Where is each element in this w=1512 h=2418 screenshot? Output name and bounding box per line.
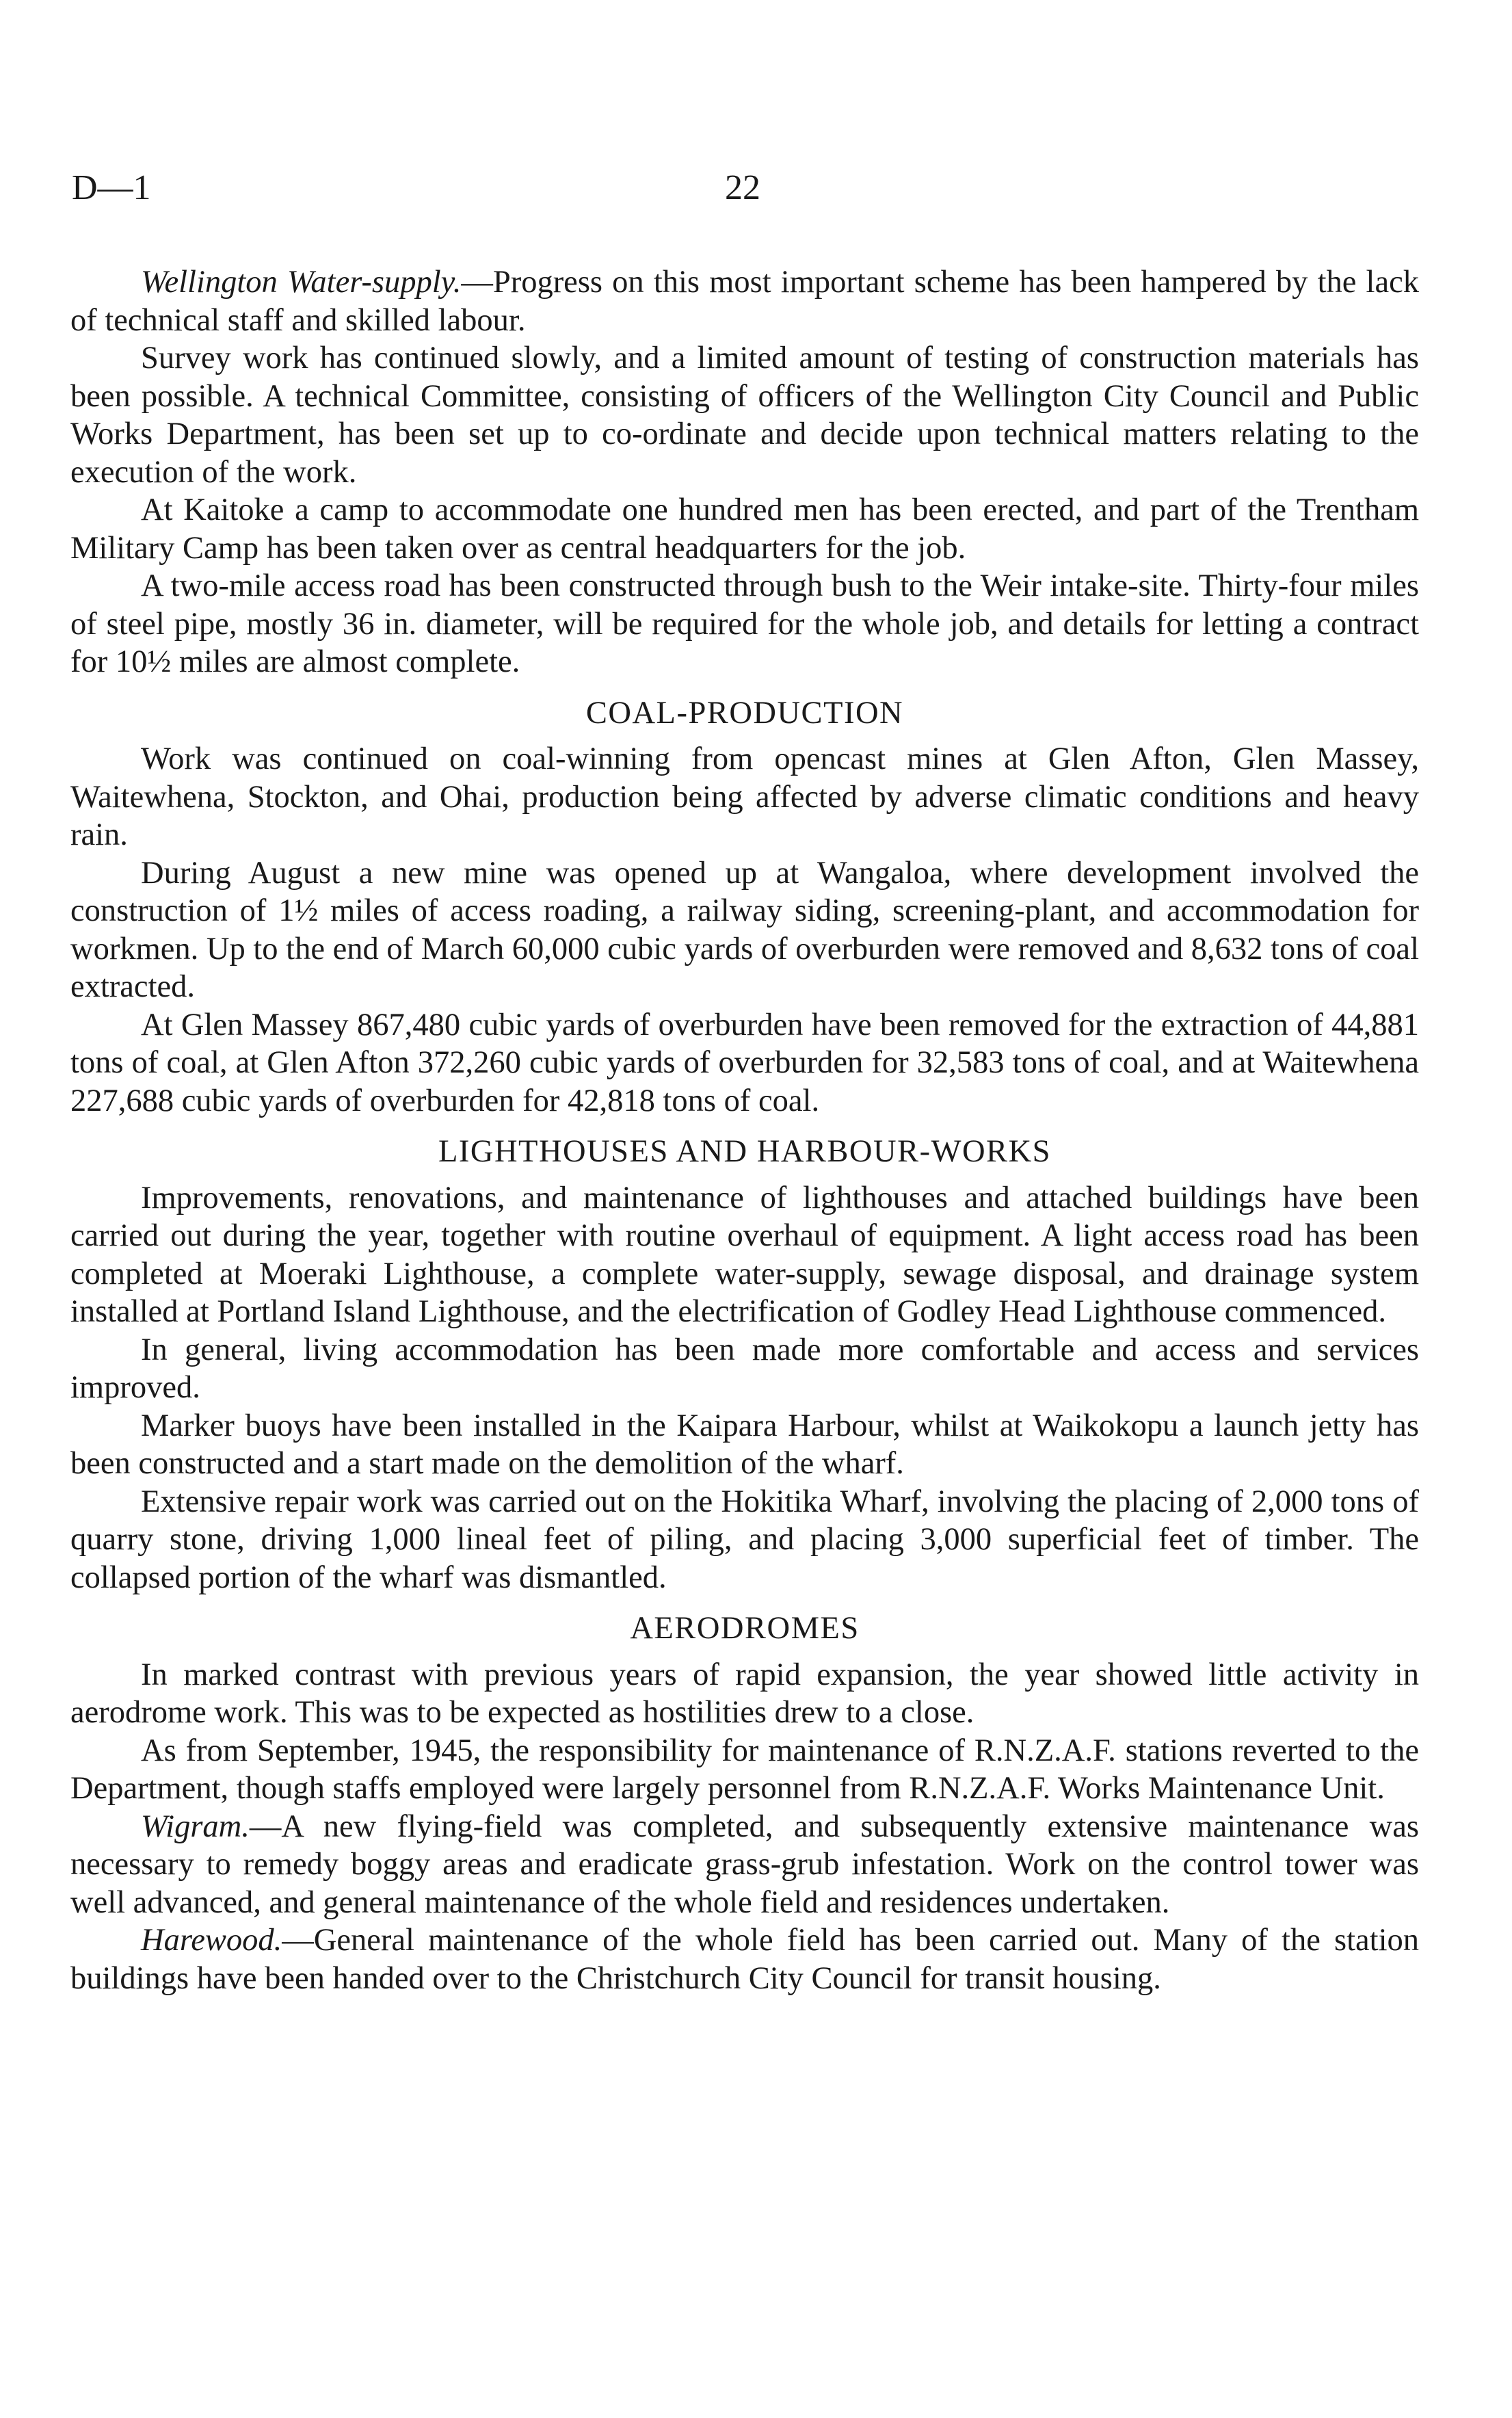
harewood-lead: Harewood. (141, 1923, 282, 1958)
aerodromes-paragraph: In marked contrast with previous years of rapid expansion, the year showed little activity in aerodrome work. This was to be expected as hostilities drew to a close. (70, 1657, 1419, 1730)
wellington-water-supply-paragraph (70, 263, 1419, 339)
coal-paragraph: During August a new mine was opened up at Wangaloa, where development involved the construction of 1½ miles of access roading, a railway siding, screening-plant, and accommodation for workmen. Up to the end of March 60,000 cubic yards of overburden were removed and 8,632 tons of coal extracted. (70, 855, 1419, 1004)
access-road-paragraph: A two-mile access road has been constructed through bush to the Weir intake-site. Thirty-four miles of steel pipe, mostly 36 in. diameter, will be required for the whole job, and details for letting a contract for 10½ miles are almost complete. (70, 568, 1419, 679)
document-reference: D—1 (72, 168, 151, 207)
aerodromes-heading: AERODROMES (630, 1611, 860, 1646)
harewood-text: —General maintenance of the whole field has been carried out. Many of the station buildings have been handed over to the Christchurch City Council for transit housing. (70, 1923, 1419, 1996)
lighthouses-paragraph: Improvements, renovations, and maintenance of lighthouses and attached buildings have been carried out during the year, together with routine overhaul of equipment. A light access road has been completed at Moeraki Lighthouse, a complete water-supply, sewage disposal, and drainage system installed at Portland Island Lighthouse, and the electrification of Godley Head Lighthouse commenced. (70, 1180, 1419, 1329)
survey-paragraph: Survey work has continued slowly, and a limited amount of testing of construction materials has been possible. A technical Committee, consisting of officers of the Wellington City Council and Public Works Department, has been set up to co-ordinate and decide upon technical matters relating to the execution of the work. (70, 341, 1419, 490)
wellington-lead: Wellington Water-supply. (141, 265, 462, 300)
wigram-paragraph (70, 1808, 1419, 1922)
page-number: 22 (725, 168, 760, 207)
aerodromes-paragraph: As from September, 1945, the responsibility for maintenance of R.N.Z.A.F. stations reverted to the Department, though staffs employed were largely personnel from R.N.Z.A.F. Works Maintenance Unit. (70, 1733, 1419, 1806)
kaitoke-paragraph: At Kaitoke a camp to accommodate one hundred men has been erected, and part of the Trentham Military Camp has been taken over as central headquarters for the job. (70, 492, 1419, 566)
harewood-paragraph (70, 1921, 1419, 1997)
document-body (70, 263, 1419, 1997)
lighthouses-paragraph: In general, living accommodation has been made more comfortable and access and services improved. (70, 1332, 1419, 1405)
lighthouses-paragraph: Extensive repair work was carried out on the Hokitika Wharf, involving the placing of 2,000 tons of quarry stone, driving 1,000 lineal feet of piling, and placing 3,000 superficial feet of timber. The collapsed portion of the wharf was dismantled. (70, 1484, 1419, 1595)
lighthouses-paragraph: Marker buoys have been installed in the Kaipara Harbour, whilst at Waikokopu a launch jetty has been constructed and a start made on the demolition of the wharf. (70, 1408, 1419, 1481)
wigram-lead: Wigram. (141, 1809, 250, 1844)
coal-paragraph: Work was continued on coal-winning from opencast mines at Glen Afton, Glen Massey, Waitewhena, Stockton, and Ohai, production being affected by adverse climatic conditions and heavy rain. (70, 741, 1419, 852)
wellington-text: —Progress on this most important scheme has been hampered by the lack of technical staff and skilled labour. (70, 265, 1419, 338)
lighthouses-heading: LIGHTHOUSES AND HARBOUR-WORKS (438, 1134, 1052, 1169)
coal-production-heading: COAL-PRODUCTION (585, 695, 904, 731)
coal-paragraph: At Glen Massey 867,480 cubic yards of overburden have been removed for the extraction of 44,881 tons of coal, at Glen Afton 372,260 cubic yards of overburden for 32,583 tons of coal, and at Waitewhena 227,688 cubic yards of overburden for 42,818 tons of coal. (70, 1007, 1419, 1118)
wigram-text: —A new flying-field was completed, and subsequently extensive maintenance was necessary to remedy boggy areas and eradicate grass-grub infestation. Work on the control tower was well advanced, and general maintenance of the whole field and residences undertaken. (70, 1809, 1419, 1920)
